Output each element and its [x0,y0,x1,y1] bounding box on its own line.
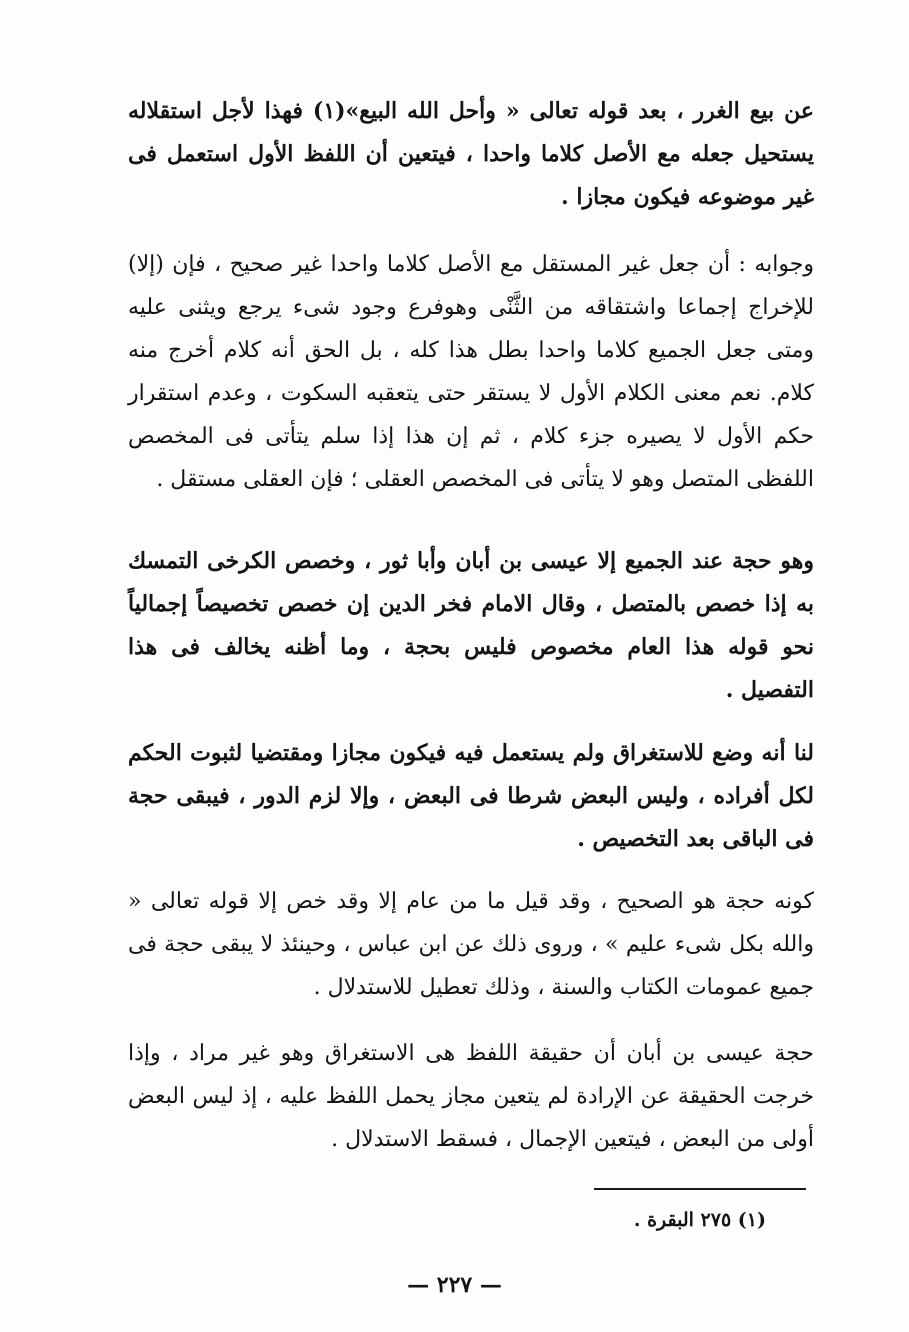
paragraph-text: وجوابه : أن جعل غير المستقل مع الأصل كلاما واحدا غير صحيح ، فإن (إلا) للإخراج إجماعا واشتقاقه من الثَّنْى وهوفرع وجود شىء يرجع ويثنى عليه ومتى جعل الجميع كلاما واحدا بطل هذا كله ، بل الحق أنه كلام أخرج منه كلام. نعم معنى الكلام الأول لا يستقر حتى يتعقبه السكوت ، وعدم استقرار حكم الأول لا يصيره جزء كلام ، ثم إن هذا إذا سلم يتأتى فى المخصص اللفظى المتصل وهو لا يتأتى فى المخصص العقلى ؛ فإن العقلى مستقل . [128,252,814,492]
paragraph [128,732,814,861]
footnote-divider [594,1188,806,1190]
paragraph [128,1032,814,1161]
paragraph-text: لنا أنه وضع للاستغراق ولم يستعمل فيه فيكون مجازا ومقتضيا لثبوت الحكم لكل أفراده ، وليس البعض شرطا فى البعض ، وإلا لزم الدور ، فيبقى حجة فى الباقى بعد التخصيص . [128,740,814,852]
paragraph [128,880,814,1009]
paragraph-text: عن بيع الغرر ، بعد قوله تعالى « وأحل الله البيع»(١) فهذا لأجل استقلاله يستحيل جعله مع الأصل كلاما واحدا ، فيتعين أن اللفظ الأول استعمل فى غير موضوعه فيكون مجازا . [128,98,814,210]
paragraph [128,90,814,219]
paragraph-text: وهو حجة عند الجميع إلا عيسى بن أبان وأبا ثور ، وخصص الكرخى التمسك به إذا خصص بالمتصل ، وقال الامام فخر الدين إن خصص تخصيصاً إجمالياً نحو قوله هذا العام مخصوص فليس بحجة ، وما أظنه يخالف فى هذا التفصيل . [128,548,814,703]
paragraph [128,243,814,501]
paragraph-text: حجة عيسى بن أبان أن حقيقة اللفظ هى الاستغراق وهو غير مراد ، وإذا خرجت الحقيقة عن الإرادة لم يتعين مجاز يحمل اللفظ عليه ، إذ ليس البعض أولى من البعض ، فيتعين الإجمال ، فسقط الاستدلال . [128,1041,814,1152]
footnote: (١) ٢٧٥ البقرة . [633,1209,766,1231]
paragraph-text: كونه حجة هو الصحيح ، وقد قيل ما من عام إلا وقد خص إلا قوله تعالى « والله بكل شىء عليم » ، وروى ذلك عن ابن عباس ، وحينئذ لا يبقى حجة فى جميع عمومات الكتاب والسنة ، وذلك تعطيل للاستدلال . [128,889,814,1000]
paragraph [128,540,814,712]
page-number: — ٢٢٧ — [407,1272,502,1298]
